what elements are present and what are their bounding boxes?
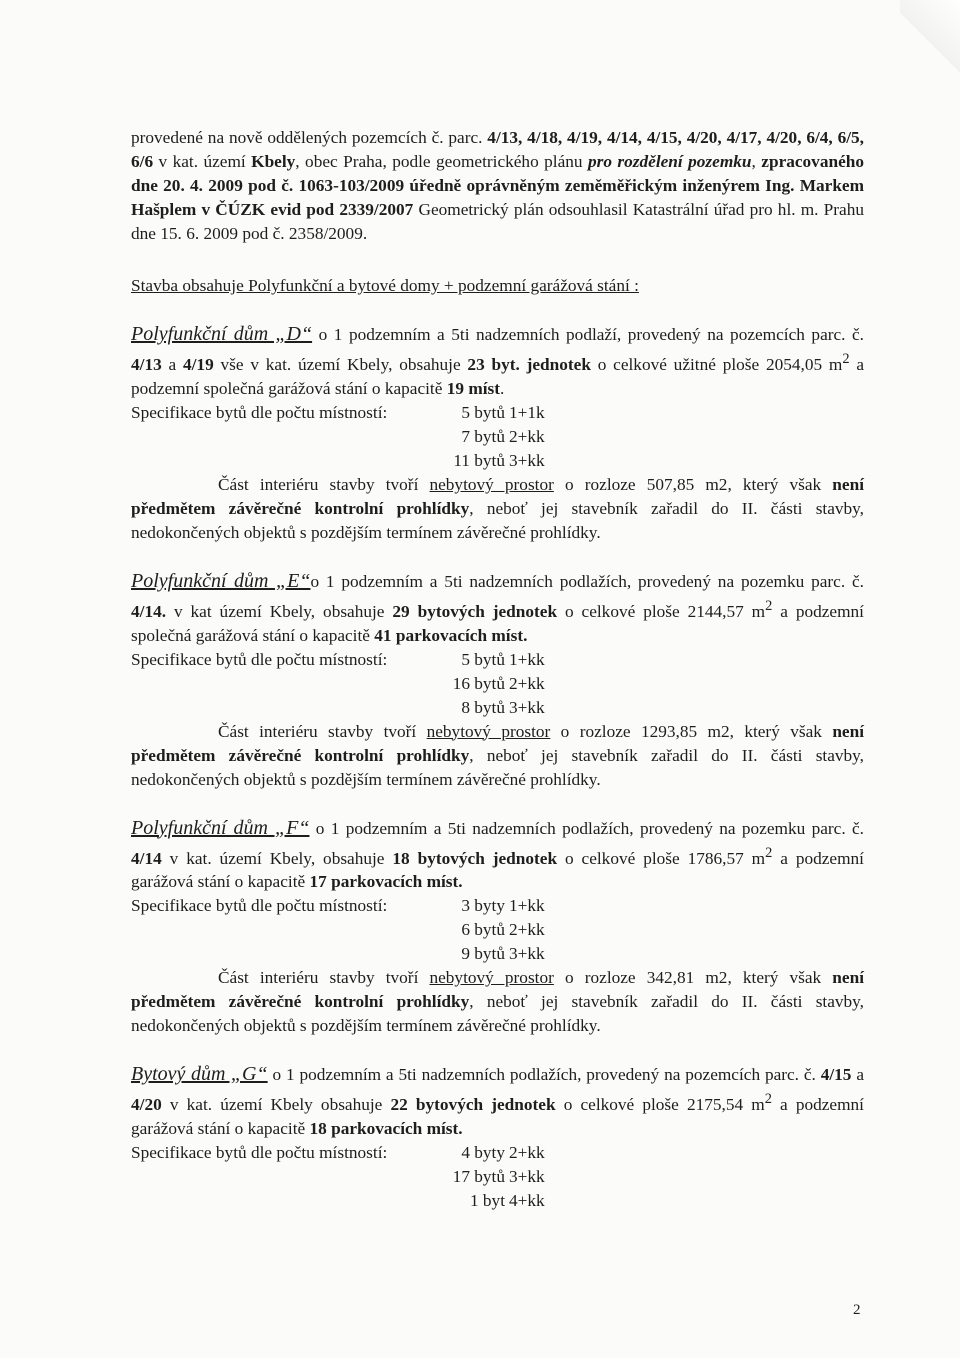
unit-d-interior: Část interiéru stavby tvoří nebytový prostor o rozloze 507,85 m2, který však není předmětem závěrečné kontrolní prohlídky, neboť jej stavebník zařadil do II. části stavby, nedokončených objektů s pozdějším termínem závěrečné prohlídky. xyxy=(131,474,865,542)
unit-g-description: Bytový dům „G“ o 1 podzemním a 5ti nadzemních podlažích, provedený na pozemcích parc. č. 4/15 a 4/20 v kat. území Kbely obsahuje 22 bytových jednotek o celkové ploše 2175,54 $m^2$ a podzemní garážová stání o kapacitě 18 parkovacích míst. xyxy=(131,1063,864,1139)
spec-row: 1 byt 4+kk xyxy=(469,1191,545,1211)
spec-row: 4 byty 2+kk xyxy=(461,1143,545,1163)
unit-d-title: Polyfunkční dům „D“ xyxy=(131,323,313,345)
spec-row: 11 bytů 3+kk xyxy=(453,450,545,470)
spec-row: 3 byty 1+kk xyxy=(461,896,545,916)
unit-g-title: Bytový dům „G“ xyxy=(131,1063,268,1086)
document-body xyxy=(131,126,864,1213)
spec-row: 9 bytů 3+kk xyxy=(461,944,545,964)
unit-g xyxy=(131,1062,864,1213)
unit-f-description: Polyfunkční dům „F“ o 1 podzemním a 5ti nadzemních podlažích, provedený na pozemku parc. č. 4/14 v kat. území Kbely, obsahuje 18 bytových jednotek o celkové ploše 1786,57 $m^2$ a podzemní garážová stání o kapacitě 17 parkovacích míst. xyxy=(131,816,864,892)
unit-f-spec: Specifikace bytů dle počtu místností: 3 byty 1+kk 6 bytů 2+kk 9 bytů 3+kk xyxy=(131,894,864,966)
spec-row: 16 bytů 2+kk xyxy=(452,673,545,693)
spec-row: 8 bytů 3+kk xyxy=(461,697,545,717)
unit-e-interior: Část interiéru stavby tvoří nebytový prostor o rozloze 1293,85 m2, který však není předmětem závěrečné kontrolní prohlídky, neboť jej stavebník zařadil do II. části stavby, nedokončených objektů s pozdějším termínem závěrečné prohlídky. xyxy=(131,721,865,789)
spec-row: 6 bytů 2+kk xyxy=(461,920,545,940)
unit-f xyxy=(131,816,864,1039)
unit-e-description: Polyfunkční dům „E“o 1 podzemním a 5ti nadzemních podlažích, provedený na pozemku parc. č. 4/14. v kat území Kbely, obsahuje 29 bytových jednotek o celkové ploše 2144,57 $m^2$ a podzemní společná garážová stání o kapacitě 41 parkovacích míst. xyxy=(131,569,864,645)
spec-row: 5 bytů 1+kk xyxy=(461,649,545,669)
unit-g-spec: Specifikace bytů dle počtu místností: 4 byty 2+kk 17 bytů 3+kk 1 byt 4+kk xyxy=(131,1141,864,1213)
unit-d xyxy=(131,322,864,545)
section-title: Stavba obsahuje Polyfunkční a bytové domy + podzemní garážová stání : xyxy=(131,276,639,295)
unit-d-spec: Specifikace bytů dle počtu místností: 5 bytů 1+1k 7 bytů 2+kk 11 bytů 3+kk xyxy=(131,401,864,473)
unit-e xyxy=(131,569,864,792)
unit-e-spec: Specifikace bytů dle počtu místností: 5 bytů 1+kk 16 bytů 2+kk 8 bytů 3+kk xyxy=(131,648,864,720)
page-fold xyxy=(900,0,960,100)
intro-paragraph: provedené na nově oddělených pozemcích č. parc. 4/13, 4/18, 4/19, 4/14, 4/15, 4/20, 4/17, 4/20, 6/4, 6/5, 6/6 v kat. území Kbely, obec Praha, podle geometrického plánu pro rozdělení pozemku, zpracovaného dne 20. 4. 2009 pod č. 1063-103/2009 úředně oprávněným zeměměřickým inženýrem Ing. Markem Hašplem v ČÚZK evid pod 2339/2007 Geometrický plán odsouhlasil Katastrální úřad pro hl. m. Prahu dne 15. 6. 2009 pod č. 2358/2009. xyxy=(131,128,865,243)
spec-row: 7 bytů 2+kk xyxy=(461,426,545,446)
spec-row: 17 bytů 3+kk xyxy=(452,1167,545,1187)
unit-d-description: Polyfunkční dům „D“ o 1 podzemním a 5ti nadzemních podlaží, provedený na pozemcích parc. č. 4/13 a 4/19 vše v kat. území Kbely, obsahuje 23 byt. jednotek o celkové užitné ploše 2054,05 $m^2$ a podzemní společná garážová stání o kapacitě 19 míst. xyxy=(131,323,865,398)
spec-row: 5 bytů 1+1k xyxy=(461,402,545,422)
unit-f-title: Polyfunkční dům „F“ xyxy=(131,816,310,839)
unit-f-interior: Část interiéru stavby tvoří nebytový prostor o rozloze 342,81 m2, který však není předmětem závěrečné kontrolní prohlídky, neboť jej stavebník zařadil do II. části stavby, nedokončených objektů s pozdějším termínem závěrečné prohlídky. xyxy=(131,968,865,1036)
unit-e-title: Polyfunkční dům „E“ xyxy=(131,569,311,592)
page-number: 2 xyxy=(853,1302,861,1318)
